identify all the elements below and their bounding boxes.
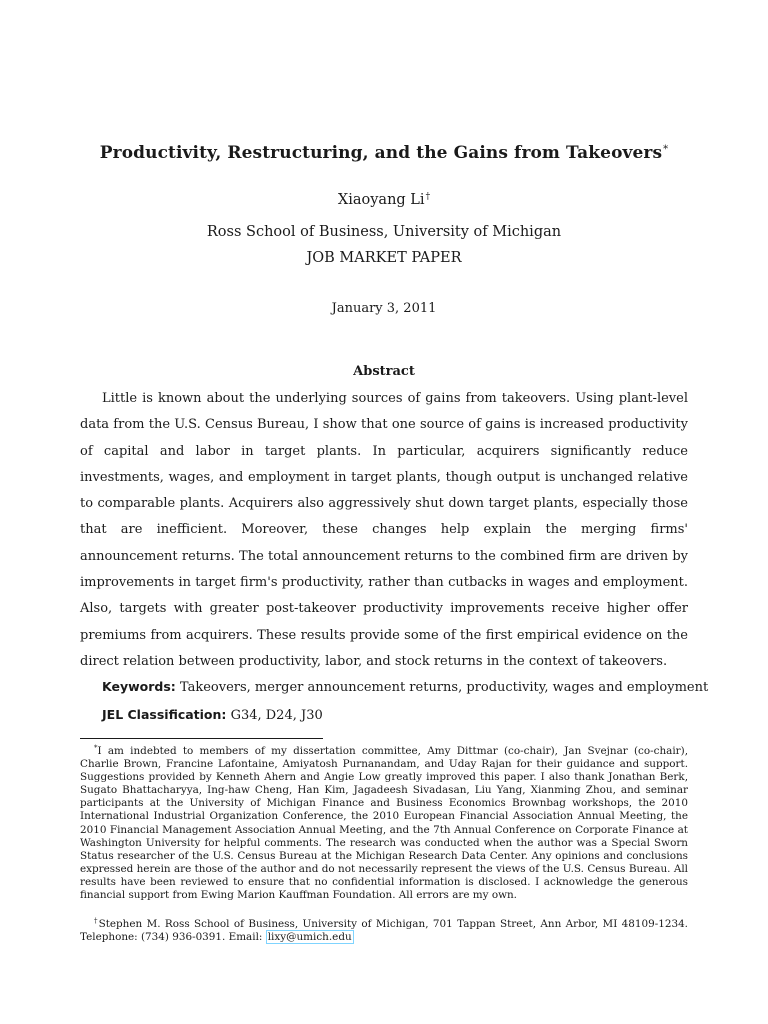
footnote-acknowledgements [80,742,688,902]
jel-line [102,707,323,723]
keywords-value: Takeovers, merger announcement returns, productivity, wages and employment [179,680,709,695]
footnote-2-text: Stephen M. Ross School of Business, University of Michigan, 701 Tappan Street, Ann Arbor, MI 48109-1234. Telephone: (734) 936-0391. Email: [80,918,688,944]
footnote-1-text: I am indebted to members of my dissertation committee, Amy Dittmar (co-chair), Jan Svejnar (co-chair), Charlie Brown, Francine Lafontaine, Amiyatosh Purnanandam, and Uday Rajan for their guidance and support. Suggestions provided by Kenneth Ahern and Angie Low greatly improved this paper. I also thank Jonathan Berk, Sugato Bhattacharyya, Ing-haw Cheng, Han Kim, Jagadeesh Sivadasan, Liu Yang, Xianming Zhou, and seminar participants at the University of Michigan Finance and Business Economics Brownbag workshops, the 2010 International Industrial Organization Conference, the 2010 European Financial Association Annual Meeting, the 2010 Financial Management Association Annual Meeting, and the 7th Annual Conference on Corporate Finance at Washington University for helpful comments. The research was conducted when the author was a Special Sworn Status researcher of the U.S. Census Bureau at the Michigan Research Data Center. Any opinions and conclusions expressed herein are those of the author and do not necessarily represent the views of the U.S. Census Bureau. All results have been reviewed to ensure that no confidential information is disclosed. I acknowledge the generous financial support from Ewing Marion Kauffman Foundation. All errors are my own. [80,745,688,902]
paper-type: JOB MARKET PAPER [306,250,462,266]
footnote-2-mark: † [94,917,99,925]
author-line [0,192,768,208]
abstract-text: Little is known about the underlying sources of gains from takeovers. Using plant-level data from the U.S. Census Bureau, I show that one source of gains is increased productivity of capital and labor in target plants. In particular, acquirers significantly reduce investments, wages, and employment in target plants, though output is unchanged relative to comparable plants. Acquirers also aggressively shut down target plants, especially those that are inefficient. Moreover, these changes help explain the merging firms' announcement returns. The total announcement returns to the combined firm are driven by improvements in target firm's productivity, rather than cutbacks in wages and employment. Also, targets with greater post-takeover productivity improvements receive higher offer premiums from acquirers. These results provide some of the first empirical evidence on the direct relation between productivity, labor, and stock returns in the context of takeovers. [80,391,688,669]
author-name: Xiaoyang Li [337,192,425,208]
affiliation: Ross School of Business, University of Michigan [206,224,562,240]
keywords-label: Keywords: [102,679,176,694]
footnote-contact [80,915,688,944]
paper-title [0,143,768,163]
author-footnote-mark: † [425,192,431,202]
jel-value: G34, D24, J30 [230,708,323,723]
abstract-heading: Abstract [353,364,415,379]
paper-title-text: Productivity, Restructuring, and the Gains from Takeovers [99,143,663,163]
jel-label: JEL Classification: [102,707,227,722]
paper-date: January 3, 2011 [331,301,437,316]
footnote-1-mark: * [94,744,98,752]
footnote-divider [80,738,323,739]
email-link[interactable]: lixy@umich.edu [267,931,352,944]
title-footnote-mark: * [663,144,669,155]
keywords-line [102,679,708,695]
